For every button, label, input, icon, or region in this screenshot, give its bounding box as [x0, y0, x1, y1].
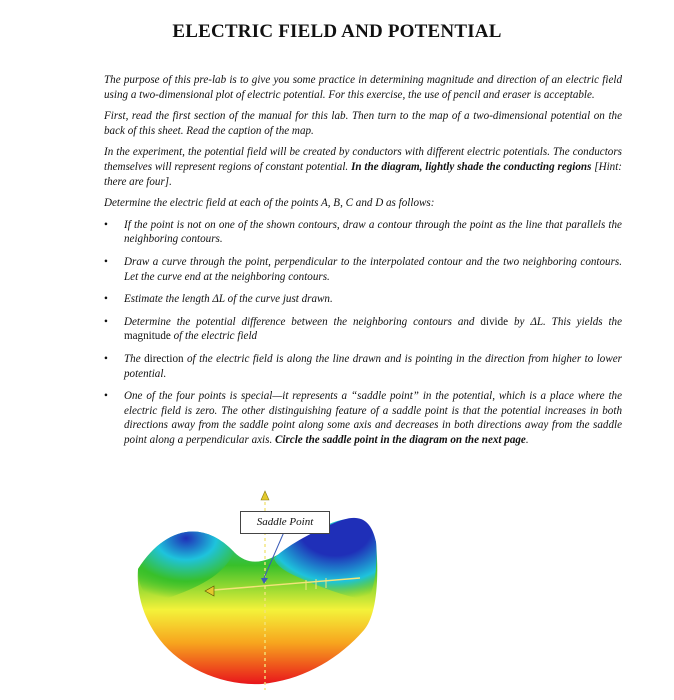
bullet-icon: • — [104, 293, 108, 306]
list-item-text: Determine the potential difference between the neighboring contours and — [124, 315, 481, 328]
list-item — [104, 292, 622, 307]
bullet-icon: • — [104, 352, 108, 365]
list-item — [104, 218, 622, 247]
saddle-point-callout: Saddle Point — [240, 511, 330, 534]
bullet-icon: • — [104, 315, 108, 328]
determine-paragraph: Determine the electric field at each of the points A, B, C and D as follows: — [104, 197, 435, 210]
list-item-text: . — [525, 433, 529, 446]
experiment-text: In the experiment, the potential field will be created by conductors with different electric potentials. The conductors themselves will represent regions of constant potential. — [104, 146, 622, 173]
circle-instruction: Circle the saddle point in the diagram on the next page — [275, 433, 526, 446]
experiment-paragraph — [104, 145, 622, 189]
shade-instruction: In the diagram, lightly shade the conducting regions — [351, 160, 592, 173]
list-item — [104, 389, 622, 447]
intro-paragraph: The purpose of this pre-lab is to give you some practice in determining magnitude and direction of an electric field using a two-dimensional plot of electric potential. For this exercise, the use of pencil and eraser is acceptable. — [104, 74, 622, 101]
list-item-text: If the point is not on one of the shown contours, draw a contour through the point as the line that parallels the neighboring contours. — [124, 218, 622, 246]
direction-word: direction — [144, 352, 184, 365]
list-item — [104, 352, 622, 381]
list-item-text: One of the four points is special—it represents a “saddle point” in the potential, which is a place where the electric field is zero. The other distinguishing feature of a saddle point is that the potential increases in both directions away from the saddle point along some axis and decreases in both directions away from the saddle point along a perpendicular axis. — [124, 390, 622, 446]
divide-word: divide — [480, 315, 509, 328]
hint-text: [Hint: there are four]. — [104, 160, 622, 188]
list-item-text: of the electric field is along the line drawn and is pointing in the direction from higher to lower potential. — [124, 352, 622, 380]
instructions-paragraph: First, read the first section of the manual for this lab. Then turn to the map of a two-dimensional potential on the back of this sheet. Read the caption of the map. — [104, 110, 622, 137]
bullet-icon: • — [104, 255, 108, 268]
list-item-text: by ΔL. This yields the — [508, 315, 623, 328]
page-title: ELECTRIC FIELD AND POTENTIAL — [172, 21, 502, 42]
list-item-text: The — [124, 352, 145, 365]
list-item-text: Estimate the length ΔL of the curve just drawn. — [124, 293, 333, 306]
bullet-icon: • — [104, 218, 108, 231]
list-item — [104, 315, 622, 344]
list-item — [104, 255, 622, 284]
document-body — [104, 73, 622, 455]
steps-list — [104, 218, 622, 448]
bullet-icon: • — [104, 390, 108, 403]
saddle-point-figure — [124, 480, 394, 698]
list-item-text: of the electric field — [170, 330, 258, 343]
list-item-text: Draw a curve through the point, perpendicular to the interpolated contour and the two neighboring contours. Let the curve end at the neighboring contours. — [124, 255, 622, 283]
magnitude-word: magnitude — [124, 330, 171, 343]
